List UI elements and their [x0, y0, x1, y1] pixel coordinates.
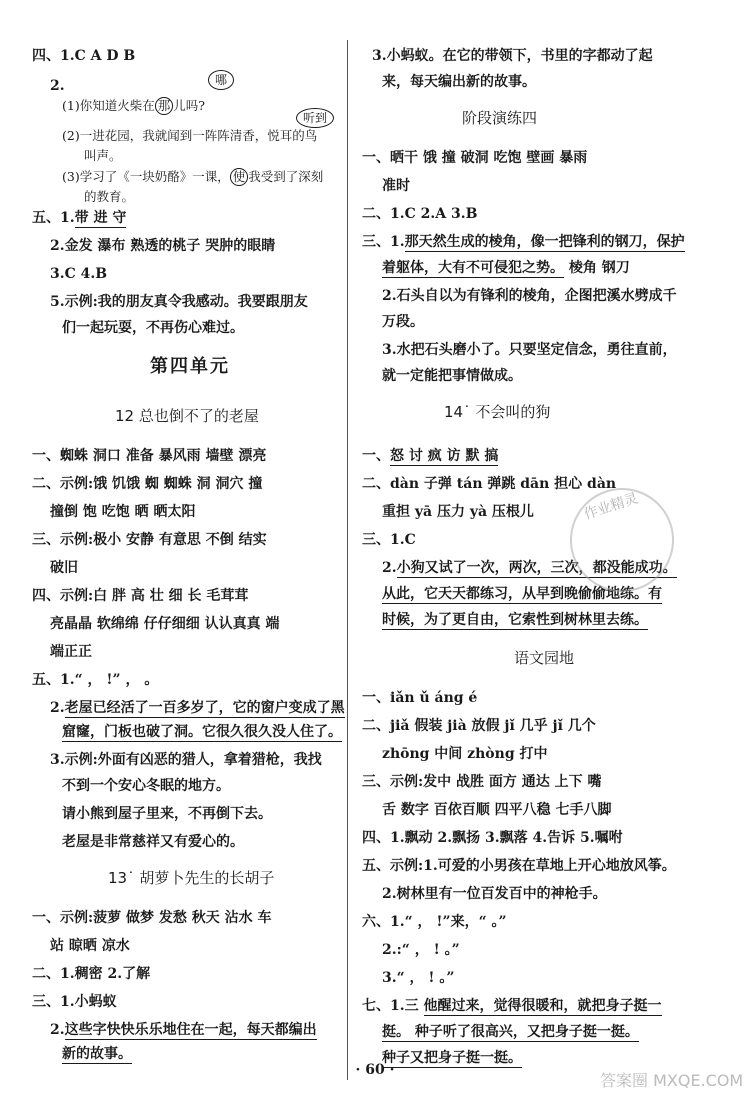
answer-line: 一、示例:菠萝 做梦 发愁 秋天 沾水 车 — [32, 910, 272, 926]
answer-line: zhōng 中间 zhòng 打中 — [382, 746, 548, 762]
answer-line: 二、jiǎ 假装 jià 放假 jǐ 几乎 jǐ 几个 — [362, 718, 596, 734]
answer-line: 一、晒干 饿 撞 破洞 吃饱 壁画 暴雨 — [362, 150, 588, 166]
underlined-answer: 挺。 — [382, 1024, 410, 1040]
correction-bubble: 听到 — [296, 108, 334, 128]
answer-line: 三、1.小蚂蚁 — [32, 994, 117, 1010]
underlined-answer: 怒 讨 疯 访 默 搞 — [390, 448, 499, 464]
answer-line: 就一定能把事情做成。 — [382, 368, 522, 384]
answer-line: 2.金发 瀑布 熟透的桃子 哭肿的眼睛 — [50, 238, 276, 254]
text: (1)你知道火柴在 — [62, 98, 155, 113]
answer-line: 三、示例:发中 战胜 面方 通达 上下 嘴 — [362, 774, 602, 790]
answer-line — [32, 208, 126, 228]
answer-line: 二、1.C 2.A 3.B — [362, 206, 478, 222]
answer-line — [362, 996, 662, 1016]
answer-line: 一、iǎn ǔ áng é — [362, 690, 478, 706]
lesson-title: 13˙ 胡萝卜先生的长胡子 — [108, 869, 275, 887]
text: 2. — [382, 560, 397, 576]
underlined-answer: 带 进 守 — [74, 210, 127, 226]
answer-line — [382, 258, 630, 278]
lesson-title: 12 总也倒不了的老屋 — [115, 407, 259, 425]
answer-line: 六、1.“ ， !”来，“ 。” — [362, 914, 507, 930]
answer-line — [50, 1020, 317, 1040]
answer-line — [382, 1022, 639, 1042]
answer-line: 3.水把石头磨小了。只要坚定信念，勇往直前， — [382, 342, 677, 358]
text: 儿吗? — [173, 98, 205, 113]
circled-char: 那 — [155, 97, 174, 115]
answer-line: 2.树林里有一位百发百中的神枪手。 — [382, 886, 607, 902]
underlined-answer: 从此，它天天都练习，从早到晚偷偷地练。有 — [382, 586, 662, 602]
answer-line — [362, 232, 685, 252]
answer-line: 二、示例:饿 饥饿 蜘 蜘蛛 洞 洞穴 撞 — [32, 476, 263, 492]
section-title: 语文园地 — [514, 649, 575, 667]
answer-line — [62, 722, 342, 742]
answer-line: 四、1.C A D B — [32, 48, 136, 64]
answer-line: 二、1.稠密 2.了解 — [32, 966, 151, 982]
answer-line: 5.示例:我的朋友真令我感动。我要跟朋友 — [50, 294, 308, 310]
correction-bubble: 哪 — [208, 70, 234, 90]
underlined-answer: 着躯体，大有不可侵犯之势。 — [382, 260, 564, 276]
answer-line: 端正正 — [50, 644, 92, 660]
answer-line: 不到一个安心冬眠的地方。 — [62, 778, 230, 794]
text: 棱角 钢刀 — [564, 260, 630, 276]
answer-line — [62, 96, 205, 116]
underlined-answer: 那天然生成的棱角，像一把锋利的钢刀，保护 — [404, 234, 685, 250]
answer-line: 3.小蚂蚁。在它的带领下，书里的字都动了起 — [372, 48, 653, 64]
answer-line: 舌 数字 百依百顺 四平八稳 七手八脚 — [382, 802, 612, 818]
page-number: · 60 · — [355, 1062, 395, 1078]
answer-line: 2.石头自以为有锋利的棱角，企图把溪水劈成千 — [382, 288, 677, 304]
answer-line: 二、dàn 子弹 tán 弹跳 dān 担心 dàn — [362, 476, 617, 492]
lesson-title: 14˙ 不会叫的狗 — [444, 403, 551, 421]
underlined-answer: 窟窿，门板也破了洞。它很久很久没人住了。 — [62, 724, 342, 740]
text: 我受到了深刻 — [248, 169, 324, 184]
answer-line: 三、示例:极小 安静 有意思 不倒 结实 — [32, 532, 267, 548]
text: 一、 — [362, 448, 390, 464]
answer-line: 3.示例:外面有凶恶的猎人，拿着猎枪，我找 — [50, 752, 322, 768]
answer-line: 来，每天编出新的故事。 — [382, 74, 536, 90]
underlined-answer: 种子又把身子挺一挺。 — [382, 1050, 522, 1066]
answer-line: 准时 — [382, 178, 410, 194]
answer-line: 叫声。 — [84, 148, 122, 163]
text: 2. — [50, 700, 65, 716]
text: 五、1. — [32, 210, 75, 226]
answer-line: 破旧 — [50, 560, 78, 576]
answer-line: 们一起玩耍，不再伤心难过。 — [62, 320, 244, 336]
column-divider — [347, 40, 348, 1080]
answer-line: 亮晶晶 软绵绵 仔仔细细 认认真真 端 — [50, 616, 280, 632]
answer-line: 站 晾晒 凉水 — [50, 938, 130, 954]
section-title: 阶段演练四 — [462, 109, 538, 127]
answer-line: 五、1.“ ， !” ， 。 — [32, 672, 159, 688]
answer-line: 老屋是非常慈祥又有爱心的。 — [62, 834, 244, 850]
watermark: 答案圈 MXQE.COM — [600, 1071, 744, 1090]
answer-line: 3.“ ， ! 。” — [382, 970, 455, 986]
answer-line: 四、1.飘动 2.飘扬 3.飘落 4.告诉 5.嘱咐 — [362, 830, 623, 846]
stamp: 作业精灵 — [556, 474, 687, 605]
text: 三、1. — [362, 234, 405, 250]
text: (3)学习了《一块奶酪》一课， — [62, 169, 230, 184]
answer-line — [62, 126, 317, 146]
answer-line: 3.C 4.B — [50, 266, 108, 282]
underlined-answer: 小狗又试了一次，两次，三次，都没能成功。 — [396, 560, 677, 576]
answer-line: 请小熊到屋子里来，不再倒下去。 — [62, 806, 272, 822]
answer-line: 撞倒 饱 吃饱 晒 晒太阳 — [50, 504, 196, 520]
answer-line — [362, 446, 498, 466]
answer-line: 2.:“ ， ! 。” — [382, 942, 460, 958]
circled-char: 使 — [230, 168, 249, 186]
underlined-answer: 这些字快快乐乐地住在一起，每天都编出 — [64, 1022, 317, 1038]
answer-line — [50, 698, 345, 718]
answer-line: 万段。 — [382, 314, 424, 330]
underlined-answer: 老屋已经活了一百多岁了，它的窗户变成了黑 — [64, 700, 345, 716]
text: 悦耳的鸟 — [267, 128, 318, 143]
answer-line: 的教育。 — [84, 189, 135, 204]
answer-line: 一、蜘蛛 洞口 准备 暴风雨 墙壁 漂亮 — [32, 448, 267, 464]
answer-line: 五、示例:1.可爱的小男孩在草地上开心地放风筝。 — [362, 858, 676, 874]
unit-title: 第四单元 — [150, 356, 230, 377]
answer-line: 重担 yā 压力 yà 压根儿 — [382, 504, 534, 520]
underlined-answer: 新的故事。 — [62, 1046, 132, 1062]
text: 七、1.三 — [362, 998, 424, 1014]
answer-line — [62, 1044, 132, 1064]
text: 2. — [50, 1022, 65, 1038]
answer-line: 2. — [50, 78, 65, 94]
answer-line: 三、1.C — [362, 532, 416, 548]
underlined-answer: 种子听了很高兴，又把身子挺一挺。 — [410, 1024, 639, 1040]
answer-line — [62, 167, 323, 187]
underlined-answer: 时候，为了更自由，它索性到树林里去练。 — [382, 612, 648, 628]
answer-line: 四、示例:白 胖 高 壮 细 长 毛茸茸 — [32, 588, 249, 604]
underlined-answer: 他醒过来，觉得很暖和，就把身子挺一 — [423, 998, 662, 1014]
text: (2)一进花园，我就闻到一阵阵清香， — [62, 128, 268, 143]
answer-line — [382, 610, 648, 630]
